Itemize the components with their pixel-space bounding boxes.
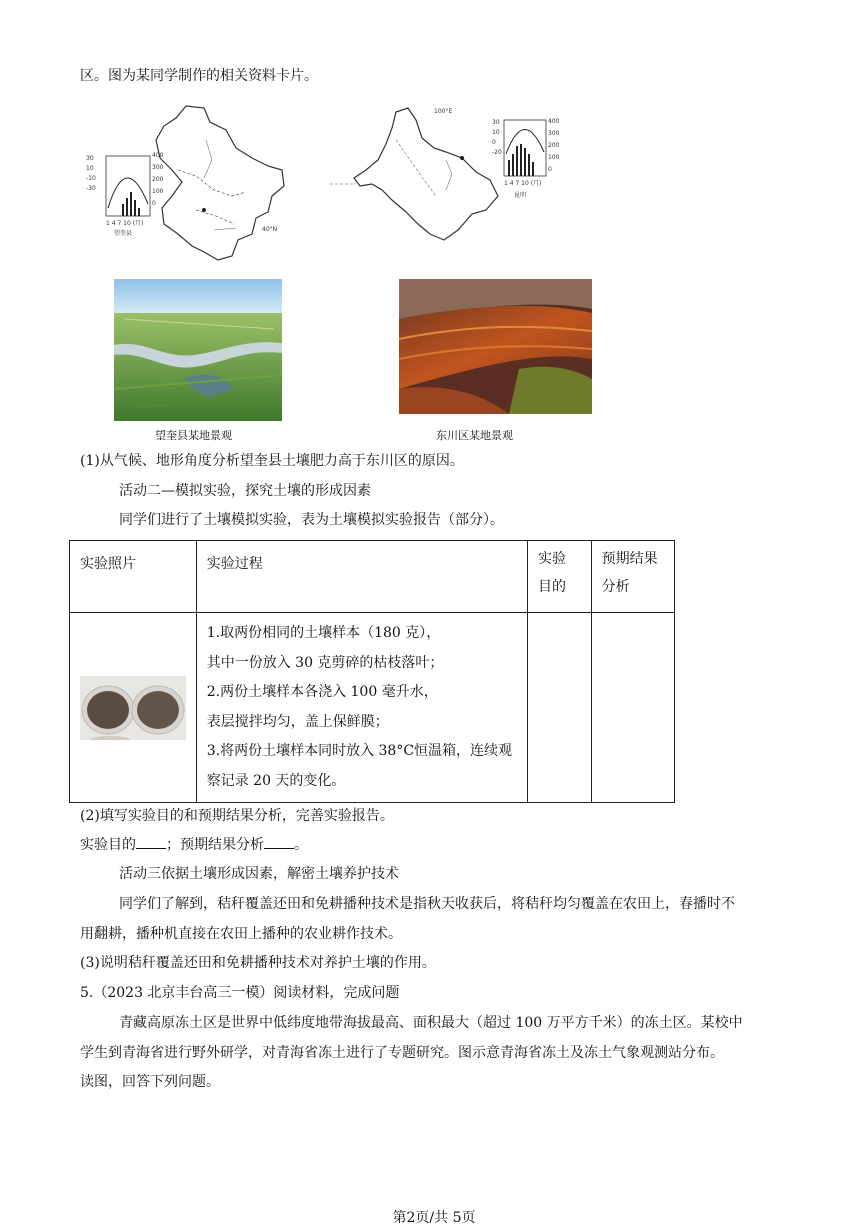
- expected-result-answer-cell[interactable]: [591, 613, 674, 803]
- question-5-text: 读图，回答下列问题。: [80, 1074, 220, 1090]
- page-number: 第2页/共 5页: [392, 1210, 476, 1226]
- left-axis-label: -20: [492, 149, 502, 156]
- question-5-text: 学生到青海省进行野外研学，对青海省冻土进行了专题研究。图示意青海省冻土及冻土气象观测站分布。: [80, 1045, 724, 1061]
- right-axis-label: 400: [152, 152, 164, 159]
- left-axis-label: 0: [492, 139, 496, 146]
- months-label: 1 4 7 10 (月): [106, 220, 144, 227]
- left-axis-label: 10: [492, 129, 500, 136]
- photo-dongchuan-landscape: [399, 279, 592, 414]
- left-axis-label: -10: [86, 175, 96, 182]
- right-axis-label: 200: [152, 176, 164, 183]
- caption-left: 望奎县某地景观: [155, 429, 232, 442]
- step-line: 1.取两份相同的土壤样本（180 克），: [206, 625, 441, 641]
- header-photo: 实验照片: [70, 541, 197, 613]
- photo-wangkui-landscape: [114, 279, 282, 421]
- step-line: 2.两份土壤样本各浇入 100 毫升水，: [206, 684, 438, 700]
- question-2-fill: 实验目的 ；预期结果分析 。: [80, 834, 308, 855]
- purpose-answer-cell[interactable]: [528, 613, 592, 803]
- place-label: 望奎县: [114, 230, 133, 237]
- question-5-title: 5.（2023 北京丰台高三一模）阅读材料，完成问题: [80, 985, 400, 1001]
- header-process: 实验过程: [196, 541, 527, 613]
- intro-text: 区。图为某同学制作的相关资料卡片。: [80, 68, 318, 84]
- right-axis-label: 100: [152, 188, 164, 195]
- map-yunnan: [326, 100, 588, 250]
- question-3: (3)说明秸秆覆盖还田和免耕播种技术对养护土壤的作用。: [80, 955, 436, 971]
- left-axis-label: -30: [86, 185, 96, 192]
- step-line: 3.将两份土壤样本同时放入 38°C恒温箱，连续观: [206, 743, 513, 759]
- soil-samples-photo: [80, 676, 186, 740]
- question-2: (2)填写实验目的和预期结果分析，完善实验报告。: [80, 808, 394, 824]
- step-line: 其中一份放入 30 克剪碎的枯枝落叶；: [206, 654, 444, 671]
- right-axis-label: 0: [548, 166, 552, 173]
- right-axis-label: 0: [152, 200, 156, 207]
- right-axis-label: 100: [548, 154, 560, 161]
- experiment-photo-cell: [70, 613, 197, 803]
- activity-3-text: 同学们了解到，秸秆覆盖还田和免耕播种技术是指秋天收获后，将秸秆均匀覆盖在农田上，春播时不: [119, 896, 735, 912]
- lat-label: 40°N: [262, 226, 278, 233]
- right-axis-label: 300: [548, 130, 560, 137]
- result-blank[interactable]: [264, 834, 294, 849]
- left-axis-label: 10: [86, 165, 94, 172]
- activity-3-title: 活动三依据土壤形成因素，解密土壤养护技术: [119, 866, 399, 882]
- activity-2-title: 活动二—模拟实验，探究土壤的形成因素: [119, 483, 371, 499]
- header-purpose: 实验 目的: [528, 541, 592, 613]
- question-1: (1)从气候、地形角度分析望奎县土壤肥力高于东川区的原因。: [80, 453, 464, 469]
- activity-2-intro: 同学们进行了土壤模拟实验，表为土壤模拟实验报告（部分）。: [119, 512, 504, 528]
- step-line: 察记录 20 天的变化。: [206, 772, 346, 789]
- right-axis-label: 400: [548, 118, 560, 125]
- purpose-blank[interactable]: [136, 834, 166, 849]
- activity-3-text: 用翻耕，播种机直接在农田上播种的农业耕作技术。: [80, 926, 402, 942]
- header-expected-result: 预期结果 分析: [591, 541, 674, 613]
- right-axis-label: 200: [548, 142, 560, 149]
- lon-label: 100°E: [434, 108, 453, 115]
- map-heilongjiang: [86, 100, 296, 268]
- experiment-report-table: [69, 540, 675, 803]
- caption-right: 东川区某地景观: [436, 429, 513, 442]
- left-axis-label: 30: [492, 119, 500, 126]
- left-axis-label: 30: [86, 155, 94, 162]
- question-5-text: 青藏高原冻土区是世界中低纬度地带海拔最高、面积最大（超过 100 万平方千米）的冻土区。某校中: [119, 1015, 743, 1031]
- right-axis-label: 300: [152, 164, 164, 171]
- months-label: 1 4 7 10 (月): [504, 180, 542, 187]
- place-label: 昆明: [514, 192, 527, 199]
- experiment-process-cell: [196, 613, 527, 803]
- step-line: 表层搅拌均匀，盖上保鲜膜；: [206, 713, 389, 730]
